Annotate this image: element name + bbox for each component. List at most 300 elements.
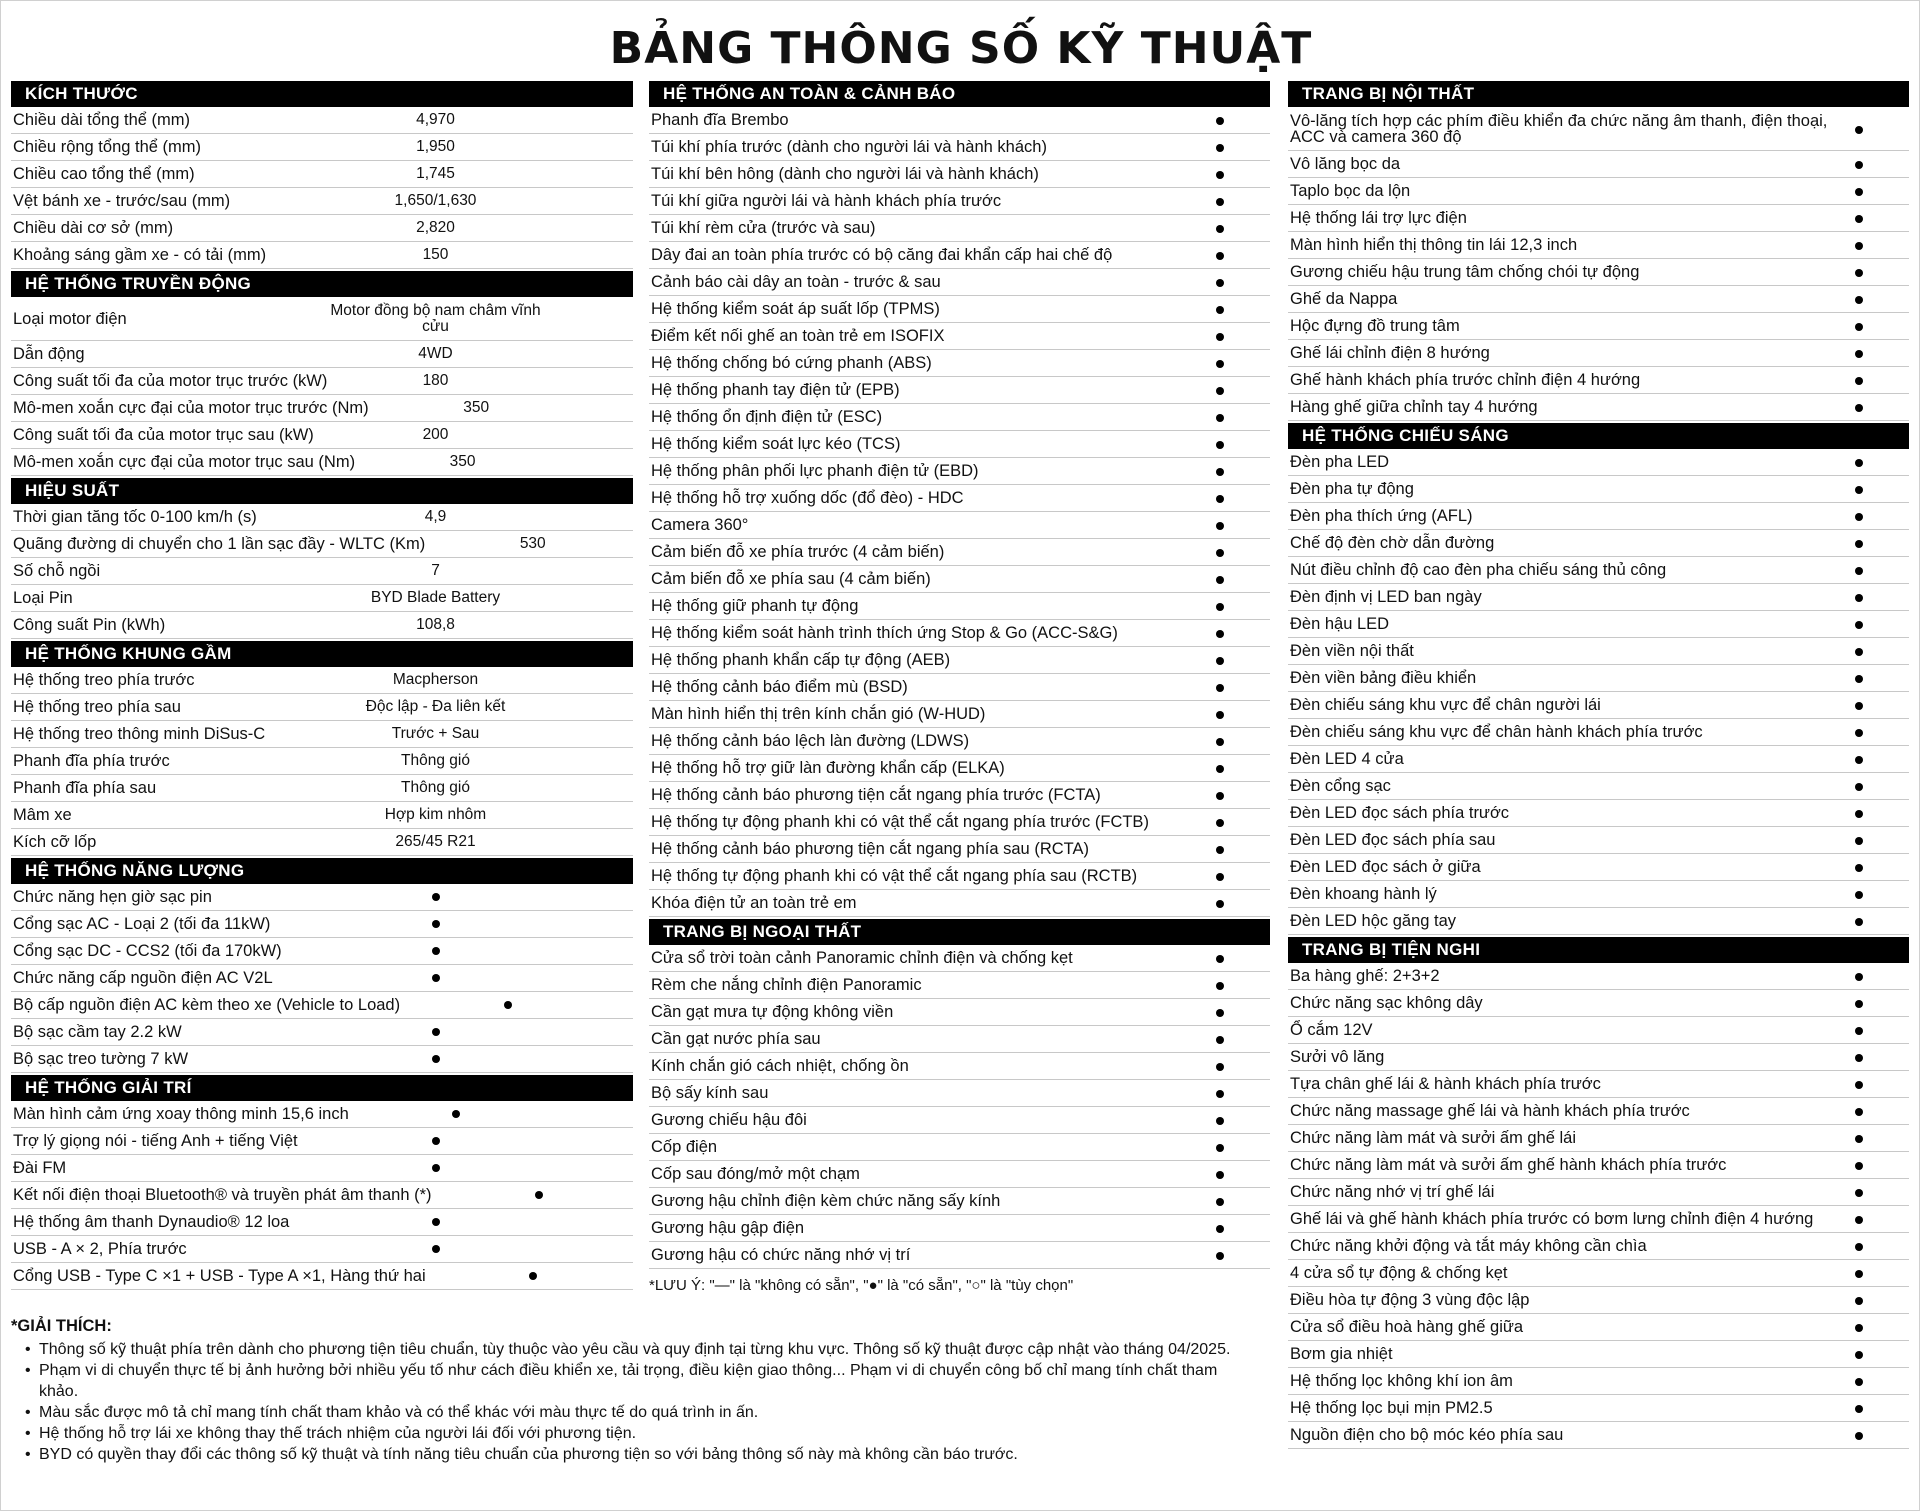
available-dot-cell bbox=[1200, 111, 1240, 130]
available-dot-cell bbox=[1839, 994, 1879, 1013]
spec-row bbox=[1288, 1368, 1909, 1395]
spec-label: Đèn chiếu sáng khu vực để chân hành khách phía trước bbox=[1290, 722, 1703, 741]
spec-label: Cửa sổ điều hoà hàng ghế giữa bbox=[1290, 1317, 1524, 1336]
available-dot-icon bbox=[1855, 350, 1863, 358]
spec-row bbox=[1288, 908, 1909, 935]
spec-label: Cửa sổ trời toàn cảnh Panoramic chỉnh điện và chống kẹt bbox=[651, 948, 1073, 967]
spec-label: Ghế lái và ghế hành khách phía trước có bơm lưng chỉnh điện 4 hướng bbox=[1290, 1209, 1814, 1228]
spec-value: 1,650/1,630 bbox=[394, 192, 477, 209]
spec-label: Hệ thống âm thanh Dynaudio® 12 loa bbox=[13, 1212, 290, 1231]
spec-row bbox=[1288, 394, 1909, 421]
spec-row bbox=[11, 721, 633, 748]
spec-label: Cảm biến đỗ xe phía trước (4 cảm biến) bbox=[651, 542, 945, 561]
spec-row bbox=[11, 992, 633, 1019]
spec-row bbox=[1288, 1044, 1909, 1071]
spec-row bbox=[1288, 259, 1909, 286]
available-dot-cell bbox=[1839, 1264, 1879, 1283]
available-dot-icon bbox=[1855, 1216, 1863, 1224]
spec-row bbox=[11, 1182, 633, 1209]
spec-label: Cốp điện bbox=[651, 1137, 718, 1156]
spec-row bbox=[1288, 313, 1909, 340]
spec-row bbox=[649, 647, 1270, 674]
spec-row bbox=[11, 938, 633, 965]
notes-list bbox=[11, 1339, 1256, 1465]
spec-row bbox=[11, 107, 633, 134]
available-dot-icon bbox=[1216, 738, 1224, 746]
available-dot-icon bbox=[1216, 333, 1224, 341]
available-dot-icon bbox=[1855, 323, 1863, 331]
spec-label: Hệ thống hỗ trợ giữ làn đường khẩn cấp (ELKA) bbox=[651, 758, 1005, 777]
available-dot-icon bbox=[1855, 837, 1863, 845]
spec-value: 1,745 bbox=[416, 165, 455, 182]
spec-row bbox=[1288, 205, 1909, 232]
available-dot-cell bbox=[1839, 534, 1879, 553]
available-dot-cell bbox=[1200, 1003, 1240, 1022]
available-dot-icon bbox=[1216, 468, 1224, 476]
available-dot-cell bbox=[1200, 1030, 1240, 1049]
available-dot-icon bbox=[1855, 296, 1863, 304]
spec-label: Dây đai an toàn phía trước có bộ căng đai khẩn cấp hai chế độ bbox=[651, 245, 1113, 264]
available-dot-cell bbox=[1839, 209, 1879, 228]
available-dot-icon bbox=[1216, 955, 1224, 963]
spec-label: Hệ thống phanh tay điện tử (EPB) bbox=[651, 380, 900, 399]
available-dot-icon bbox=[1855, 269, 1863, 277]
available-dot-icon bbox=[432, 1028, 440, 1036]
spec-label: Cảm biến đỗ xe phía sau (4 cảm biến) bbox=[651, 569, 931, 588]
available-dot-icon bbox=[1855, 702, 1863, 710]
spec-label: Bộ sạc treo tường 7 kW bbox=[13, 1049, 189, 1068]
available-dot-cell bbox=[1200, 489, 1240, 508]
available-dot-cell bbox=[1200, 327, 1240, 346]
available-dot-icon bbox=[1216, 387, 1224, 395]
available-dot-cell bbox=[1839, 371, 1879, 390]
spec-row bbox=[1288, 1098, 1909, 1125]
spec-row bbox=[11, 1236, 633, 1263]
spec-label: Chức năng làm mát và sưởi ấm ghế lái bbox=[1290, 1128, 1577, 1147]
spec-label: Kết nối điện thoại Bluetooth® và truyền phát âm thanh (*) bbox=[13, 1185, 432, 1204]
spec-row bbox=[11, 188, 633, 215]
available-dot-cell bbox=[1839, 344, 1879, 363]
available-dot-cell bbox=[1200, 597, 1240, 616]
available-dot-cell bbox=[1200, 1165, 1240, 1184]
spec-label: Hệ thống phanh khẩn cấp tự động (AEB) bbox=[651, 650, 951, 669]
spec-label: Hệ thống ổn định điện tử (ESC) bbox=[651, 407, 883, 426]
available-dot-cell bbox=[1839, 1183, 1879, 1202]
spec-label: 4 cửa sổ tự động & chống kẹt bbox=[1290, 1263, 1508, 1282]
available-dot-cell bbox=[1839, 1210, 1879, 1229]
available-dot-icon bbox=[1216, 630, 1224, 638]
spec-label: Hệ thống treo thông minh DiSus-C bbox=[13, 724, 266, 743]
spec-label: Ổ cắm 12V bbox=[1290, 1020, 1373, 1039]
spec-section bbox=[11, 1073, 633, 1290]
spec-row bbox=[649, 215, 1270, 242]
section-header: HỆ THỐNG TRUYỀN ĐỘNG bbox=[11, 271, 633, 297]
spec-row bbox=[1288, 1395, 1909, 1422]
section-header: TRANG BỊ TIỆN NGHI bbox=[1288, 937, 1909, 963]
available-dot-icon bbox=[1216, 873, 1224, 881]
spec-row bbox=[649, 1107, 1270, 1134]
spec-value: Macpherson bbox=[392, 671, 479, 688]
spec-label: Chức năng nhớ vị trí ghế lái bbox=[1290, 1182, 1495, 1201]
spec-row bbox=[11, 965, 633, 992]
spec-row bbox=[649, 242, 1270, 269]
available-dot-icon bbox=[452, 1110, 460, 1118]
section-header: KÍCH THƯỚC bbox=[11, 81, 633, 107]
spec-row bbox=[1288, 1206, 1909, 1233]
available-dot-cell bbox=[1200, 1057, 1240, 1076]
available-dot-cell bbox=[1200, 543, 1240, 562]
spec-row bbox=[649, 890, 1270, 917]
available-dot-cell bbox=[1839, 1318, 1879, 1337]
spec-label: Hệ thống hỗ trợ xuống dốc (đổ đèo) - HDC bbox=[651, 488, 964, 507]
available-dot-cell bbox=[328, 915, 543, 933]
available-dot-icon bbox=[1855, 810, 1863, 818]
spec-label: Điểm kết nối ghế an toàn trẻ em ISOFIX bbox=[651, 326, 945, 345]
available-dot-icon bbox=[1855, 1270, 1863, 1278]
available-dot-icon bbox=[1216, 819, 1224, 827]
available-dot-icon bbox=[1855, 1378, 1863, 1386]
available-dot-cell bbox=[1839, 1102, 1879, 1121]
available-dot-icon bbox=[432, 893, 440, 901]
spec-label: Đèn pha LED bbox=[1290, 452, 1390, 471]
spec-label: Loại motor điện bbox=[13, 309, 127, 328]
spec-sheet bbox=[1, 1, 1921, 1512]
spec-row bbox=[11, 829, 633, 856]
available-dot-cell bbox=[1839, 750, 1879, 769]
section-header: HỆ THỐNG AN TOÀN & CẢNH BÁO bbox=[649, 81, 1270, 107]
spec-row bbox=[1288, 1422, 1909, 1449]
available-dot-cell bbox=[1200, 570, 1240, 589]
spec-label: Công suất tối đa của motor trục trước (kW) bbox=[13, 371, 328, 390]
spec-label: Ba hàng ghế: 2+3+2 bbox=[1290, 966, 1440, 985]
available-dot-cell bbox=[1839, 155, 1879, 174]
available-dot-icon bbox=[1855, 1351, 1863, 1359]
note-item: • Màu sắc được mô tả chỉ mang tính chất tham khảo và có thể khác với màu thực tế do quá trình in ấn. bbox=[25, 1402, 1256, 1423]
available-dot-icon bbox=[1855, 1000, 1863, 1008]
spec-label: Bộ sấy kính sau bbox=[651, 1083, 769, 1102]
spec-label: Vô lăng bọc da bbox=[1290, 154, 1401, 173]
available-dot-cell bbox=[426, 1267, 641, 1285]
spec-label: Chức năng cấp nguồn điện AC V2L bbox=[13, 968, 273, 987]
available-dot-icon bbox=[1216, 522, 1224, 530]
spec-row bbox=[649, 539, 1270, 566]
spec-label: Hệ thống cảnh báo phương tiện cắt ngang phía sau (RCTA) bbox=[651, 839, 1089, 858]
available-dot-cell bbox=[328, 1023, 543, 1041]
spec-section bbox=[1288, 935, 1909, 1449]
available-dot-cell bbox=[1839, 507, 1879, 526]
spec-section bbox=[11, 476, 633, 639]
spec-label: Taplo bọc da lộn bbox=[1290, 181, 1411, 200]
spec-row bbox=[649, 188, 1270, 215]
spec-label: Thời gian tăng tốc 0-100 km/h (s) bbox=[13, 507, 257, 526]
notes-title: *GIẢI THÍCH: bbox=[11, 1317, 112, 1335]
spec-row bbox=[11, 748, 633, 775]
spec-row bbox=[649, 728, 1270, 755]
spec-row bbox=[1288, 1314, 1909, 1341]
available-dot-icon bbox=[1216, 1171, 1224, 1179]
available-dot-icon bbox=[1855, 1243, 1863, 1251]
spec-row bbox=[11, 1046, 633, 1073]
available-dot-cell bbox=[1839, 642, 1879, 661]
available-dot-cell bbox=[1200, 165, 1240, 184]
available-dot-cell bbox=[1200, 705, 1240, 724]
available-dot-cell bbox=[328, 1213, 543, 1231]
spec-label: Cổng sạc DC - CCS2 (tối đa 170kW) bbox=[13, 941, 282, 960]
spec-label: Kích cỡ lốp bbox=[13, 832, 97, 851]
available-dot-icon bbox=[1855, 540, 1863, 548]
section-header: HỆ THỐNG KHUNG GẦM bbox=[11, 641, 633, 667]
available-dot-cell bbox=[1200, 246, 1240, 265]
spec-row bbox=[1288, 854, 1909, 881]
available-dot-icon bbox=[1216, 1117, 1224, 1125]
column-right bbox=[1288, 81, 1909, 1449]
spec-label: Chiều cao tổng thể (mm) bbox=[13, 164, 195, 183]
available-dot-icon bbox=[1855, 188, 1863, 196]
available-dot-cell bbox=[1200, 1246, 1240, 1265]
spec-label: Hộc đựng đồ trung tâm bbox=[1290, 316, 1460, 335]
section-header: HỆ THỐNG GIẢI TRÍ bbox=[11, 1075, 633, 1101]
spec-value: 2,820 bbox=[416, 219, 455, 236]
spec-row bbox=[649, 1053, 1270, 1080]
spec-row bbox=[649, 377, 1270, 404]
spec-row bbox=[649, 945, 1270, 972]
available-dot-icon bbox=[1216, 441, 1224, 449]
spec-label: Hệ thống chống bó cứng phanh (ABS) bbox=[651, 353, 932, 372]
spec-label: Hệ thống kiểm soát hành trình thích ứng Stop & Go (ACC-S&G) bbox=[651, 623, 1118, 642]
spec-row bbox=[11, 134, 633, 161]
spec-row bbox=[1288, 286, 1909, 313]
spec-row bbox=[11, 558, 633, 585]
spec-label: Hệ thống giữ phanh tự động bbox=[651, 596, 859, 615]
available-dot-icon bbox=[1855, 567, 1863, 575]
spec-row bbox=[11, 1263, 633, 1290]
available-dot-icon bbox=[1216, 1144, 1224, 1152]
available-dot-cell bbox=[1839, 480, 1879, 499]
spec-label: Hệ thống cảnh báo điểm mù (BSD) bbox=[651, 677, 908, 696]
available-dot-icon bbox=[1855, 126, 1863, 134]
spec-row bbox=[1288, 746, 1909, 773]
spec-value: Thông gió bbox=[401, 779, 470, 796]
spec-row bbox=[649, 1215, 1270, 1242]
available-dot-icon bbox=[1216, 1063, 1224, 1071]
spec-label: Phanh đĩa Brembo bbox=[651, 110, 789, 129]
available-dot-cell bbox=[328, 1159, 543, 1177]
spec-label: Đèn cổng sạc bbox=[1290, 776, 1391, 795]
spec-label: Túi khí giữa người lái và hành khách phía trước bbox=[651, 191, 1002, 210]
spec-row bbox=[1288, 611, 1909, 638]
spec-label: Nút điều chỉnh độ cao đèn pha chiếu sáng thủ công bbox=[1290, 560, 1667, 579]
spec-row bbox=[649, 809, 1270, 836]
spec-row bbox=[1288, 1017, 1909, 1044]
spec-row bbox=[11, 667, 633, 694]
spec-row bbox=[11, 1128, 633, 1155]
spec-label: Hệ thống treo phía trước bbox=[13, 670, 195, 689]
available-dot-icon bbox=[1216, 1090, 1224, 1098]
spec-label: Bơm gia nhiệt bbox=[1290, 1344, 1393, 1363]
available-dot-icon bbox=[1216, 279, 1224, 287]
spec-row bbox=[1288, 476, 1909, 503]
available-dot-icon bbox=[1216, 225, 1224, 233]
spec-row bbox=[649, 269, 1270, 296]
spec-section bbox=[11, 81, 633, 269]
spec-label: Hệ thống kiểm soát áp suất lốp (TPMS) bbox=[651, 299, 940, 318]
spec-section bbox=[649, 917, 1270, 1269]
spec-label: Hệ thống tự động phanh khi có vật thể cắt ngang phía trước (FCTB) bbox=[651, 812, 1149, 831]
spec-row bbox=[11, 395, 633, 422]
spec-label: Khóa điện tử an toàn trẻ em bbox=[651, 893, 857, 912]
available-dot-icon bbox=[1216, 792, 1224, 800]
spec-row bbox=[649, 134, 1270, 161]
spec-value: 350 bbox=[449, 453, 476, 470]
spec-row bbox=[1288, 1341, 1909, 1368]
spec-label: Hàng ghế giữa chỉnh tay 4 hướng bbox=[1290, 397, 1538, 416]
spec-label: Gương hậu có chức năng nhớ vị trí bbox=[651, 1245, 911, 1264]
section-header: HIỆU SUẤT bbox=[11, 478, 633, 504]
spec-row bbox=[649, 404, 1270, 431]
available-dot-cell bbox=[1200, 1138, 1240, 1157]
spec-label: Màn hình hiển thị thông tin lái 12,3 inch bbox=[1290, 235, 1578, 254]
spec-value: 4WD bbox=[418, 345, 453, 362]
spec-label: Gương chiếu hậu đôi bbox=[651, 1110, 807, 1129]
available-dot-icon bbox=[1855, 459, 1863, 467]
spec-label: Khoảng sáng gầm xe - có tải (mm) bbox=[13, 245, 267, 264]
available-dot-cell bbox=[1839, 398, 1879, 417]
note-item: • BYD có quyền thay đổi các thông số kỹ thuật và tính năng tiêu chuẩn của phương tiện so với bảng thông số này mà không cần báo trước. bbox=[25, 1444, 1256, 1465]
spec-label: Rèm che nắng chỉnh điện Panoramic bbox=[651, 975, 922, 994]
available-dot-cell bbox=[1839, 804, 1879, 823]
spec-value: 265/45 R21 bbox=[395, 833, 476, 850]
available-dot-cell bbox=[1200, 435, 1240, 454]
page-title: BẢNG THÔNG SỐ KỸ THUẬT bbox=[609, 23, 1313, 74]
available-dot-cell bbox=[1200, 354, 1240, 373]
spec-section bbox=[1288, 81, 1909, 421]
available-dot-cell bbox=[1200, 786, 1240, 805]
available-dot-cell bbox=[1839, 1345, 1879, 1364]
available-dot-icon bbox=[1855, 783, 1863, 791]
spec-label: Loại Pin bbox=[13, 588, 73, 607]
spec-row bbox=[1288, 1152, 1909, 1179]
spec-row bbox=[1288, 107, 1909, 151]
column-middle bbox=[649, 81, 1270, 1294]
spec-value: 4,9 bbox=[424, 508, 447, 525]
spec-section bbox=[11, 856, 633, 1073]
spec-label: Mô-men xoắn cực đại của motor trục trước (Nm) bbox=[13, 398, 369, 417]
available-dot-icon bbox=[432, 947, 440, 955]
spec-row bbox=[11, 368, 633, 395]
spec-label: Chức năng hẹn giờ sạc pin bbox=[13, 887, 212, 906]
spec-label: Màn hình hiển thị trên kính chắn gió (W-HUD) bbox=[651, 704, 986, 723]
spec-row bbox=[1288, 881, 1909, 908]
spec-value: 180 bbox=[422, 372, 449, 389]
spec-value: Hợp kim nhôm bbox=[384, 806, 487, 823]
available-dot-cell bbox=[1839, 967, 1879, 986]
available-dot-icon bbox=[1855, 756, 1863, 764]
spec-label: Dẫn động bbox=[13, 344, 85, 363]
spec-label: Hệ thống lái trợ lực điện bbox=[1290, 208, 1467, 227]
spec-row bbox=[1288, 827, 1909, 854]
available-dot-icon bbox=[1216, 117, 1224, 125]
spec-row bbox=[1288, 719, 1909, 746]
spec-row bbox=[11, 802, 633, 829]
spec-row bbox=[649, 1080, 1270, 1107]
section-header: HỆ THỐNG NĂNG LƯỢNG bbox=[11, 858, 633, 884]
spec-value: 150 bbox=[422, 246, 449, 263]
available-dot-icon bbox=[1216, 495, 1224, 503]
note-item: • Hệ thống hỗ trợ lái xe không thay thế trách nhiệm của người lái đối với phương tiện. bbox=[25, 1423, 1256, 1444]
available-dot-cell bbox=[1200, 813, 1240, 832]
available-dot-icon bbox=[1216, 414, 1224, 422]
available-dot-cell bbox=[1839, 290, 1879, 309]
spec-label: Đèn viền bảng điều khiển bbox=[1290, 668, 1477, 687]
spec-row bbox=[1288, 692, 1909, 719]
available-dot-cell bbox=[1839, 1426, 1879, 1445]
spec-row bbox=[1288, 1287, 1909, 1314]
spec-label: Hệ thống phân phối lực phanh điện tử (EBD) bbox=[651, 461, 979, 480]
spec-label: Chế độ đèn chờ dẫn đường bbox=[1290, 533, 1495, 552]
spec-label: USB - A × 2, Phía trước bbox=[13, 1239, 187, 1258]
column-left bbox=[11, 81, 633, 1290]
spec-row bbox=[649, 1134, 1270, 1161]
available-dot-icon bbox=[1855, 215, 1863, 223]
spec-label: Đèn hậu LED bbox=[1290, 614, 1390, 633]
spec-label: Chức năng massage ghế lái và hành khách phía trước bbox=[1290, 1101, 1690, 1120]
available-dot-cell bbox=[1200, 1084, 1240, 1103]
spec-row bbox=[649, 1161, 1270, 1188]
spec-label: Đèn LED đọc sách ở giữa bbox=[1290, 857, 1481, 876]
spec-label: Ghế da Nappa bbox=[1290, 289, 1398, 308]
spec-value: Motor đồng bộ nam châm vĩnh cửu bbox=[330, 301, 541, 335]
available-dot-icon bbox=[1855, 891, 1863, 899]
available-dot-icon bbox=[1855, 161, 1863, 169]
available-dot-icon bbox=[1216, 1225, 1224, 1233]
available-dot-icon bbox=[1855, 1135, 1863, 1143]
available-dot-icon bbox=[1216, 360, 1224, 368]
spec-row bbox=[649, 972, 1270, 999]
available-dot-icon bbox=[1855, 1189, 1863, 1197]
available-dot-cell bbox=[1839, 669, 1879, 688]
spec-row bbox=[649, 593, 1270, 620]
available-dot-cell bbox=[1839, 723, 1879, 742]
spec-label: Cổng USB - Type C ×1 + USB - Type A ×1, Hàng thứ hai bbox=[13, 1266, 426, 1285]
available-dot-cell bbox=[328, 1240, 543, 1258]
spec-label: Sưởi vô lăng bbox=[1290, 1047, 1385, 1066]
available-dot-icon bbox=[1216, 576, 1224, 584]
spec-label: Hệ thống lọc bụi mịn PM2.5 bbox=[1290, 1398, 1493, 1417]
spec-row bbox=[11, 531, 633, 558]
spec-row bbox=[649, 1188, 1270, 1215]
available-dot-cell bbox=[1200, 138, 1240, 157]
available-dot-icon bbox=[1855, 242, 1863, 250]
spec-label: Đèn LED đọc sách phía trước bbox=[1290, 803, 1510, 822]
spec-label: Cảnh báo cài dây an toàn - trước & sau bbox=[651, 272, 941, 291]
spec-section bbox=[649, 81, 1270, 917]
spec-row bbox=[11, 1155, 633, 1182]
spec-label: Hệ thống cảnh báo lệch làn đường (LDWS) bbox=[651, 731, 970, 750]
spec-row bbox=[1288, 557, 1909, 584]
spec-label: Công suất tối đa của motor trục sau (kW) bbox=[13, 425, 314, 444]
spec-label: Camera 360° bbox=[651, 515, 749, 534]
available-dot-icon bbox=[1216, 900, 1224, 908]
spec-value: Thông gió bbox=[401, 752, 470, 769]
available-dot-icon bbox=[1216, 198, 1224, 206]
available-dot-icon bbox=[1855, 513, 1863, 521]
spec-row bbox=[649, 107, 1270, 134]
spec-label: Màn hình cảm ứng xoay thông minh 15,6 inch bbox=[13, 1104, 349, 1123]
spec-label: Đèn định vị LED ban ngày bbox=[1290, 587, 1482, 606]
available-dot-icon bbox=[1216, 657, 1224, 665]
spec-label: Đèn pha tự động bbox=[1290, 479, 1414, 498]
spec-label: Hệ thống kiểm soát lực kéo (TCS) bbox=[651, 434, 901, 453]
